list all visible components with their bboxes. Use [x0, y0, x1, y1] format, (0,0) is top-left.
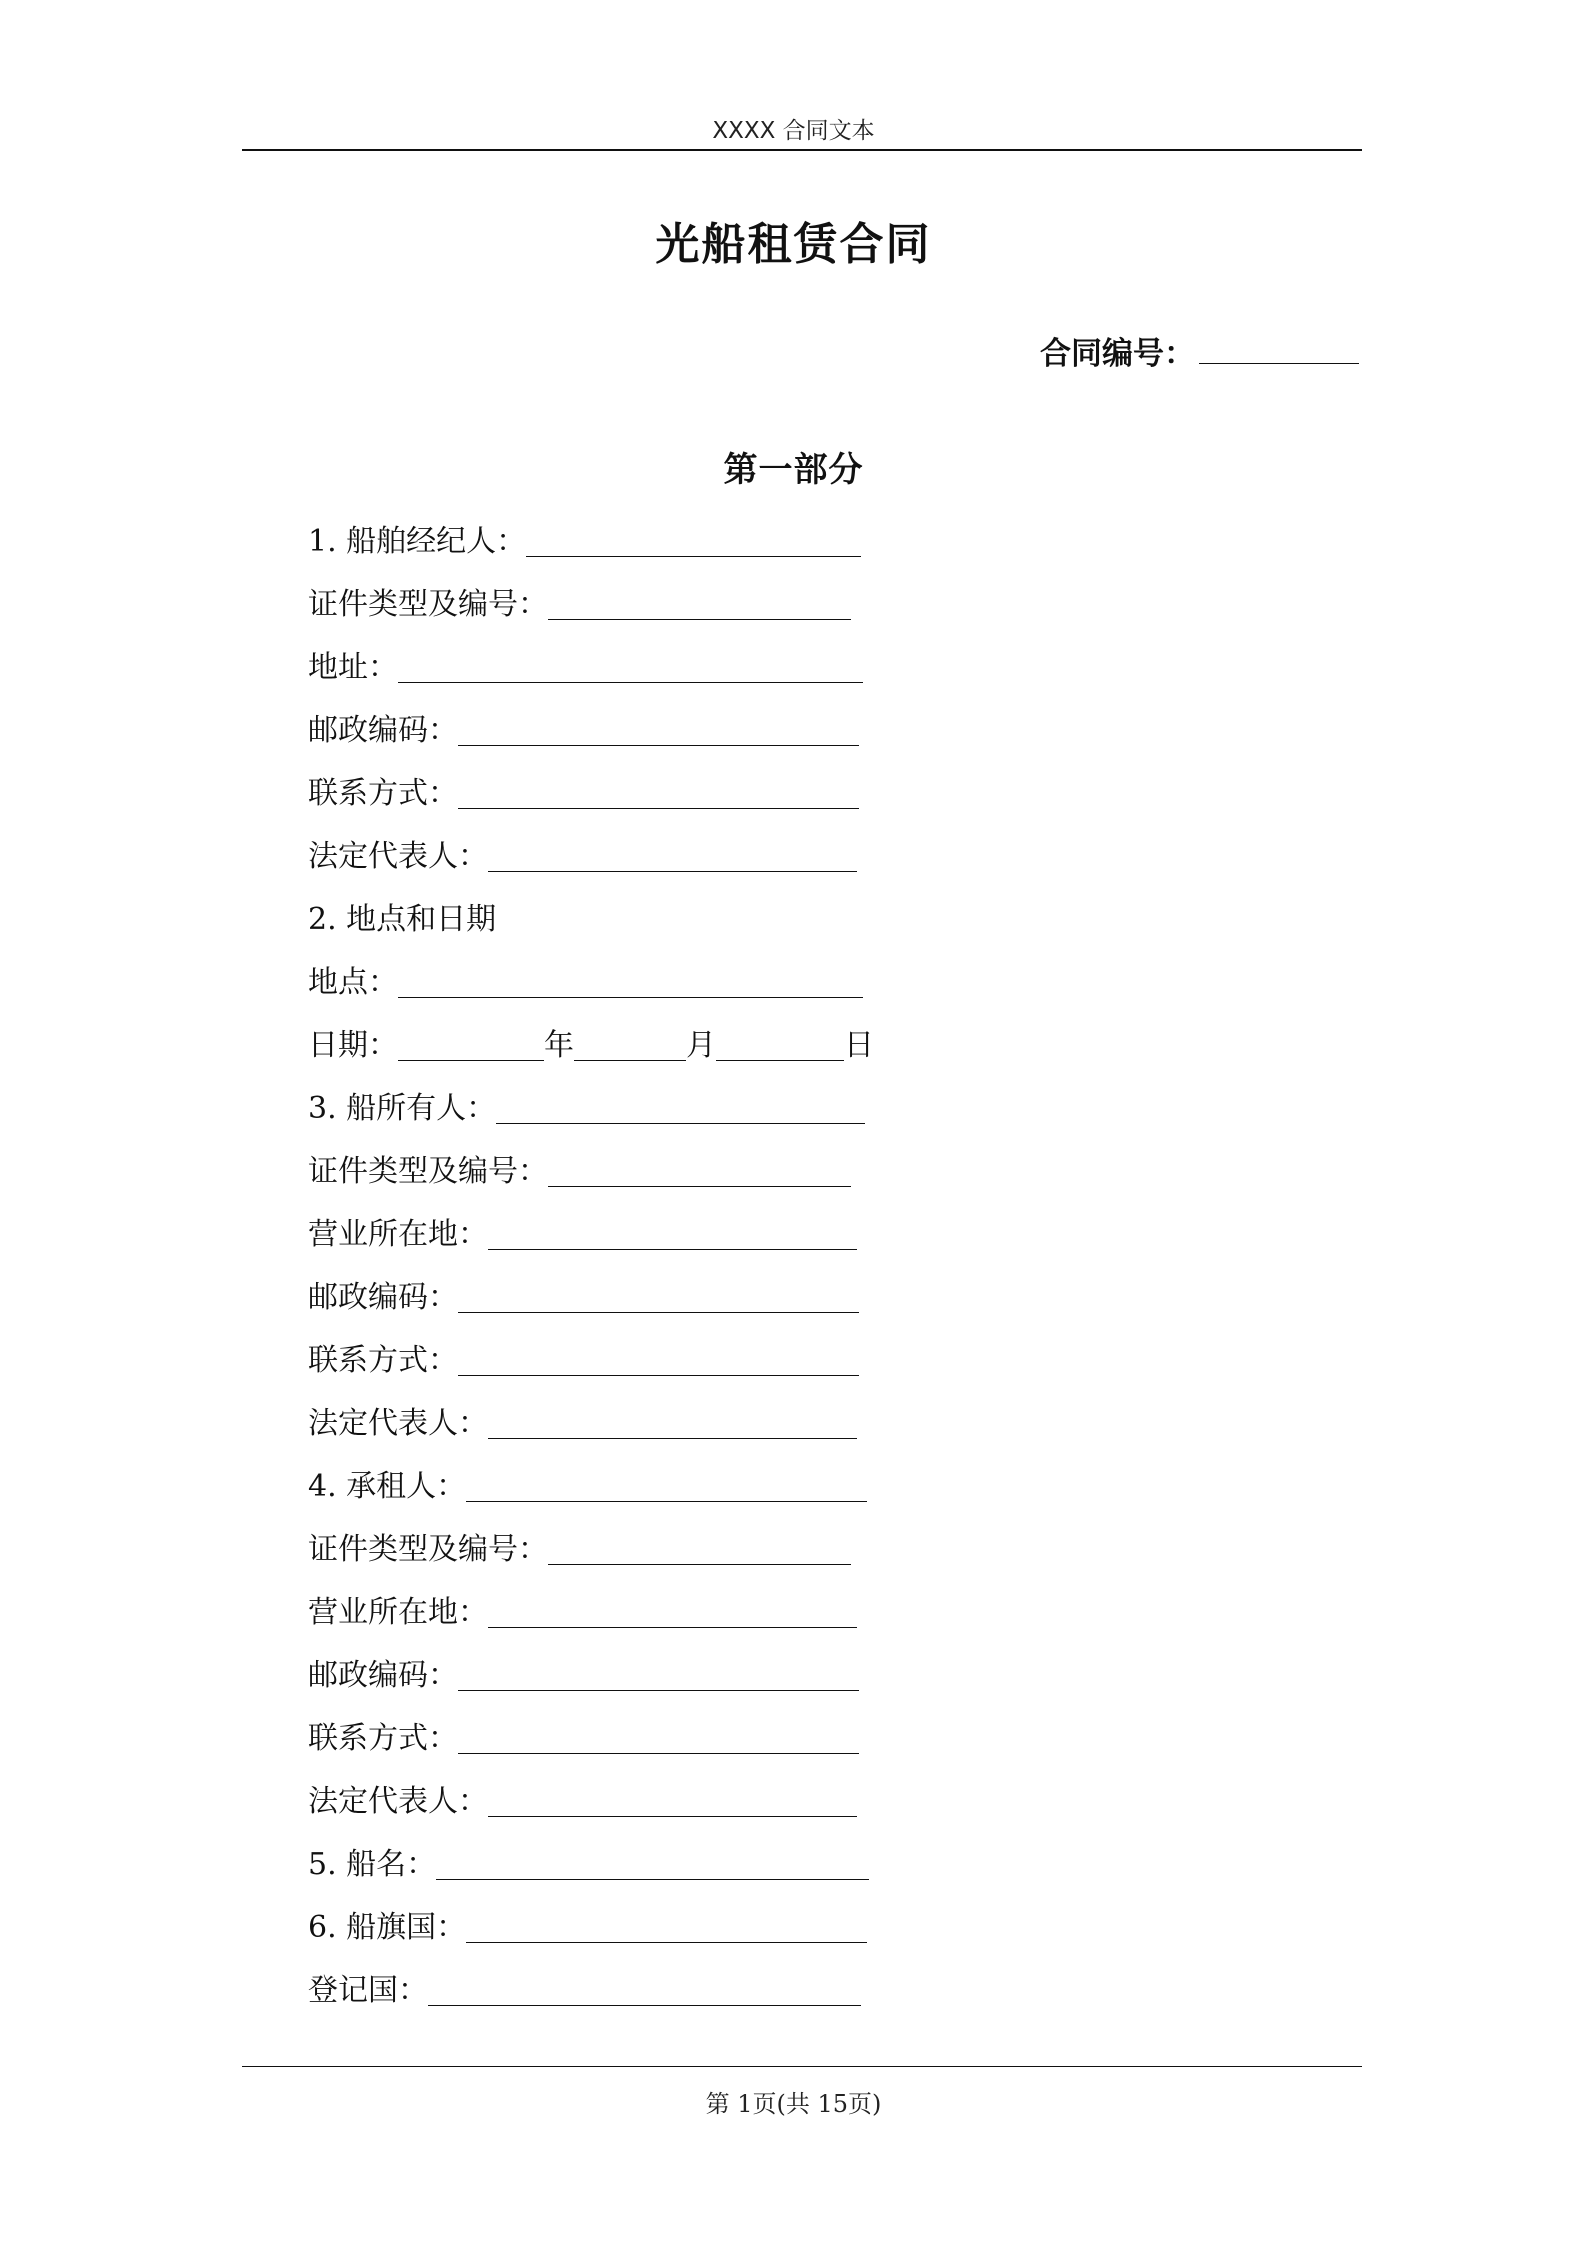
date-year-blank[interactable] [398, 1022, 544, 1061]
section-label: 2. 地点和日期 [308, 902, 497, 937]
field-blank[interactable] [488, 1211, 857, 1250]
field-label: 法定代表人： [308, 839, 488, 874]
field-label: 营业所在地： [308, 1217, 488, 1252]
field-label: 地址： [308, 650, 398, 685]
field-broker-contact [308, 770, 1208, 833]
field-label: 联系方式： [308, 1721, 458, 1756]
field-label: 6. 船旗国： [308, 1910, 467, 1945]
field-charterer [308, 1463, 1208, 1526]
field-blank[interactable] [548, 581, 851, 620]
field-charterer-business-location [308, 1589, 1208, 1652]
field-label: 4. 承租人： [308, 1469, 467, 1504]
field-label: 证件类型及编号： [308, 1532, 548, 1567]
date-month-blank[interactable] [574, 1022, 686, 1061]
contract-number-blank[interactable] [1199, 333, 1359, 364]
field-blank[interactable] [436, 1841, 869, 1880]
page-header-text: XXXX 合同文本 [712, 118, 875, 144]
field-label: 联系方式： [308, 776, 458, 811]
field-blank[interactable] [458, 707, 859, 746]
field-label: 1. 船舶经纪人： [308, 524, 527, 559]
field-charterer-legal-rep [308, 1778, 1208, 1841]
contract-number-label: 合同编号： [1040, 336, 1195, 372]
field-label: 3. 船所有人： [308, 1091, 497, 1126]
field-owner-postcode [308, 1274, 1208, 1337]
field-label: 日期： [308, 1028, 398, 1063]
field-label: 邮政编码： [308, 1280, 458, 1315]
field-blank[interactable] [428, 1967, 861, 2006]
field-label: 证件类型及编号： [308, 1154, 548, 1189]
form-fields [308, 518, 1208, 2030]
field-charterer-postcode [308, 1652, 1208, 1715]
field-date [308, 1022, 1208, 1085]
field-owner-business-location [308, 1211, 1208, 1274]
field-blank[interactable] [466, 1463, 867, 1502]
field-label: 营业所在地： [308, 1595, 488, 1630]
field-registry-country [308, 1967, 1208, 2030]
field-label: 邮政编码： [308, 1658, 458, 1693]
field-flag-state [308, 1904, 1208, 1967]
section-place-date [308, 896, 1208, 959]
field-label: 法定代表人： [308, 1406, 488, 1441]
field-owner [308, 1085, 1208, 1148]
field-blank[interactable] [458, 1337, 859, 1376]
field-blank[interactable] [458, 1274, 859, 1313]
field-blank[interactable] [548, 1148, 851, 1187]
field-blank[interactable] [458, 770, 859, 809]
date-day-blank[interactable] [716, 1022, 844, 1061]
field-broker [308, 518, 1208, 581]
field-owner-contact [308, 1337, 1208, 1400]
field-blank[interactable] [458, 1715, 859, 1754]
header-divider [242, 149, 1362, 151]
page-number: 第 1页(共 15页) [705, 2090, 882, 2118]
field-label: 登记国： [308, 1973, 428, 2008]
field-broker-legal-rep [308, 833, 1208, 896]
field-blank[interactable] [466, 1904, 867, 1943]
field-owner-legal-rep [308, 1400, 1208, 1463]
field-blank[interactable] [488, 1400, 857, 1439]
footer-divider [242, 2066, 1362, 2067]
date-month-unit: 月 [686, 1028, 716, 1063]
field-label: 证件类型及编号： [308, 587, 548, 622]
field-label: 邮政编码： [308, 713, 458, 748]
field-charterer-contact [308, 1715, 1208, 1778]
field-blank[interactable] [496, 1085, 865, 1124]
field-label: 5. 船名： [308, 1847, 437, 1882]
field-place [308, 959, 1208, 1022]
date-year-unit: 年 [544, 1028, 574, 1063]
field-blank[interactable] [458, 1652, 859, 1691]
field-label: 联系方式： [308, 1343, 458, 1378]
field-broker-id [308, 581, 1208, 644]
section-title: 第一部分 [723, 450, 864, 490]
field-blank[interactable] [398, 959, 863, 998]
field-charterer-id [308, 1526, 1208, 1589]
field-blank[interactable] [398, 644, 863, 683]
field-blank[interactable] [488, 1778, 857, 1817]
field-label: 地点： [308, 965, 398, 1000]
field-broker-address [308, 644, 1208, 707]
field-blank[interactable] [526, 518, 861, 557]
field-blank[interactable] [488, 833, 857, 872]
field-owner-id [308, 1148, 1208, 1211]
field-label: 法定代表人： [308, 1784, 488, 1819]
field-blank[interactable] [488, 1589, 857, 1628]
document-title: 光船租赁合同 [655, 219, 932, 270]
field-broker-postcode [308, 707, 1208, 770]
contract-number [1040, 328, 1359, 373]
date-day-unit: 日 [844, 1028, 874, 1063]
field-ship-name [308, 1841, 1208, 1904]
field-blank[interactable] [548, 1526, 851, 1565]
